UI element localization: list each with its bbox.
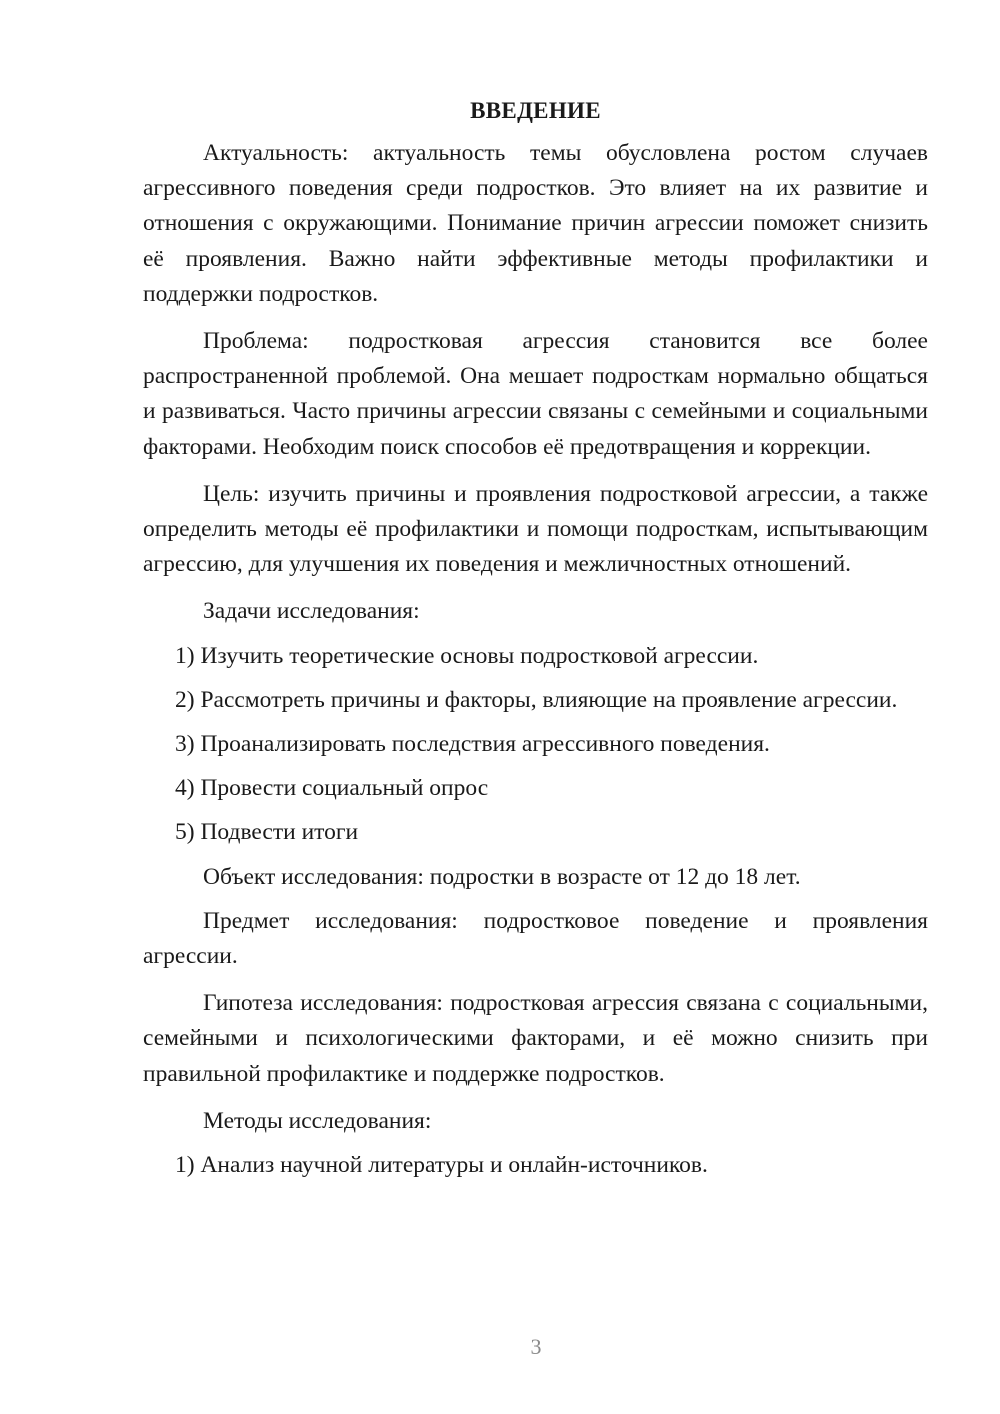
task-item: 5) Подвести итоги: [175, 819, 359, 846]
problem-paragraph: Проблема: подростковая агрессия становится все более распространенной проблемой. Она мешает подросткам нормально общаться и развиваться. Часто причины агрессии связаны с семейными и социальными факторами. Необходим поиск способов её предотвращения и коррекции.: [143, 328, 928, 460]
task-item: 2) Рассмотреть причины и факторы, влияющие на проявление агрессии.: [175, 686, 898, 713]
goal-paragraph: Цель: изучить причины и проявления подростковой агрессии, а также определить методы её профилактики и помощи подросткам, испытывающим агрессию, для улучшения их поведения и межличностных отношений.: [143, 480, 928, 578]
task-item: 4) Провести социальный опрос: [175, 775, 489, 802]
hypothesis-paragraph: Гипотеза исследования: подростковая агрессия связана с социальными, семейными и психологическими факторами, и её можно снизить при правильной профилактике и поддержке подростков.: [143, 990, 928, 1087]
task-item: 1) Изучить теоретические основы подростковой агрессии.: [175, 642, 759, 669]
methods-heading: Методы исследования:: [203, 1107, 432, 1134]
subject-paragraph: Предмет исследования: подростковое поведение и проявления агрессии.: [143, 907, 928, 970]
task-item: 3) Проанализировать последствия агрессивного поведения.: [175, 731, 770, 758]
object-paragraph: Объект исследования: подростки в возрасте от 12 до 18 лет.: [203, 863, 801, 890]
tasks-heading: Задачи исследования:: [203, 598, 420, 625]
method-item: 1) Анализ научной литературы и онлайн-источников.: [175, 1152, 708, 1179]
document-page: [143, 92, 928, 1183]
page-number: 3: [530, 1334, 542, 1359]
relevance-paragraph: Актуальность: актуальность темы обусловлена ростом случаев агрессивного поведения среди подростков. Это влияет на их развитие и отношения с окружающими. Понимание причин агрессии поможет снизить её проявления. Важно найти эффективные методы профилактики и поддержки подростков.: [143, 140, 928, 307]
page-title: ВВЕДЕНИЕ: [470, 98, 601, 123]
